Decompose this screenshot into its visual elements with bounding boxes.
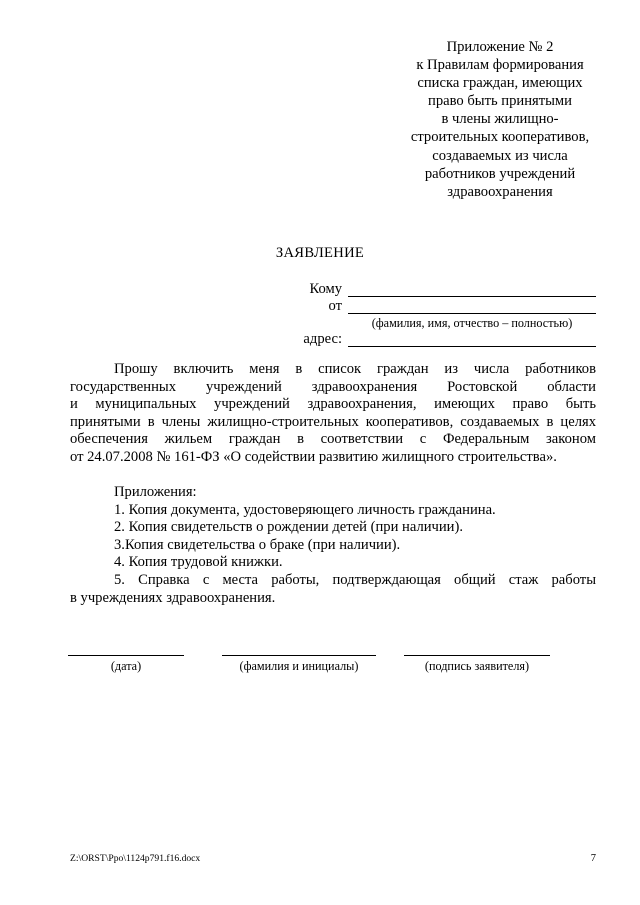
signature-blank-line[interactable]	[404, 655, 550, 656]
signature-label: (подпись заявителя)	[424, 659, 530, 673]
to-blank-line	[348, 296, 596, 297]
attachment-item: 1. Копия документа, удостоверяющего личность гражданина.	[114, 501, 496, 518]
annex-line: работников учреждений	[424, 165, 576, 182]
annex-line: списка граждан, имеющих	[417, 75, 583, 92]
date-label: (дата)	[110, 659, 142, 673]
document-title: ЗАЯВЛЕНИЕ	[275, 245, 365, 261]
request-paragraph	[70, 361, 596, 467]
attachment-item: 5. Справка с места работы, подтверждающая общий стаж работы	[114, 571, 596, 588]
annex-line: право быть принятыми	[428, 93, 572, 110]
to-label: Кому	[309, 281, 342, 297]
attachment-item: 2. Копия свидетельств о рождении детей (при наличии).	[114, 519, 464, 536]
footer-page-number: 7	[590, 853, 596, 864]
annex-line: создаваемых из числа	[432, 147, 568, 164]
from-blank-line	[348, 313, 596, 314]
from-field[interactable]	[270, 298, 596, 316]
footer-file-path: Z:\ORST\Ppo\1124p791.f16.docx	[70, 853, 201, 864]
request-line: Прошу включить меня в список граждан из числа работников	[114, 361, 596, 377]
attachment-item: 4. Копия трудовой книжки.	[114, 554, 283, 571]
from-label: от	[328, 298, 342, 314]
request-line: обеспечения жильем граждан в соответствии с Федеральным законом	[70, 431, 596, 448]
request-line: государственных учреждений здравоохранения Ростовской области	[70, 378, 596, 395]
request-line: от 24.07.2008 № 161-ФЗ «О содействии развитию жилищного строительства».	[70, 448, 557, 465]
attachment-item-continued: в учреждениях здравоохранения.	[70, 589, 276, 606]
name-label: (фамилия и инициалы)	[239, 659, 359, 673]
address-field[interactable]	[270, 331, 596, 349]
attachments-heading: Приложения:	[114, 484, 197, 500]
date-blank-line[interactable]	[68, 655, 184, 656]
attachment-item: 3.Копия свидетельства о браке (при наличии).	[114, 536, 401, 553]
attachments-section	[70, 484, 596, 607]
to-field[interactable]	[270, 281, 596, 299]
request-line: принятыми в члены жилищно-строительных кооперативов, создаваемых в целях	[70, 413, 596, 430]
annex-header	[396, 38, 604, 201]
annex-line: к Правилам формирования	[416, 57, 584, 74]
address-label: адрес:	[303, 331, 342, 347]
annex-line: строительных кооперативов,	[410, 129, 590, 146]
annex-line: в члены жилищно-	[441, 111, 559, 128]
request-line: и муниципальных учреждений здравоохранения, имеющих право быть	[70, 396, 596, 413]
name-blank-line[interactable]	[222, 655, 376, 656]
annex-line: здравоохранения	[447, 183, 553, 200]
address-blank-line	[348, 346, 596, 347]
name-hint: (фамилия, имя, отчество – полностью)	[371, 316, 573, 330]
annex-line: Приложение № 2	[446, 39, 554, 55]
